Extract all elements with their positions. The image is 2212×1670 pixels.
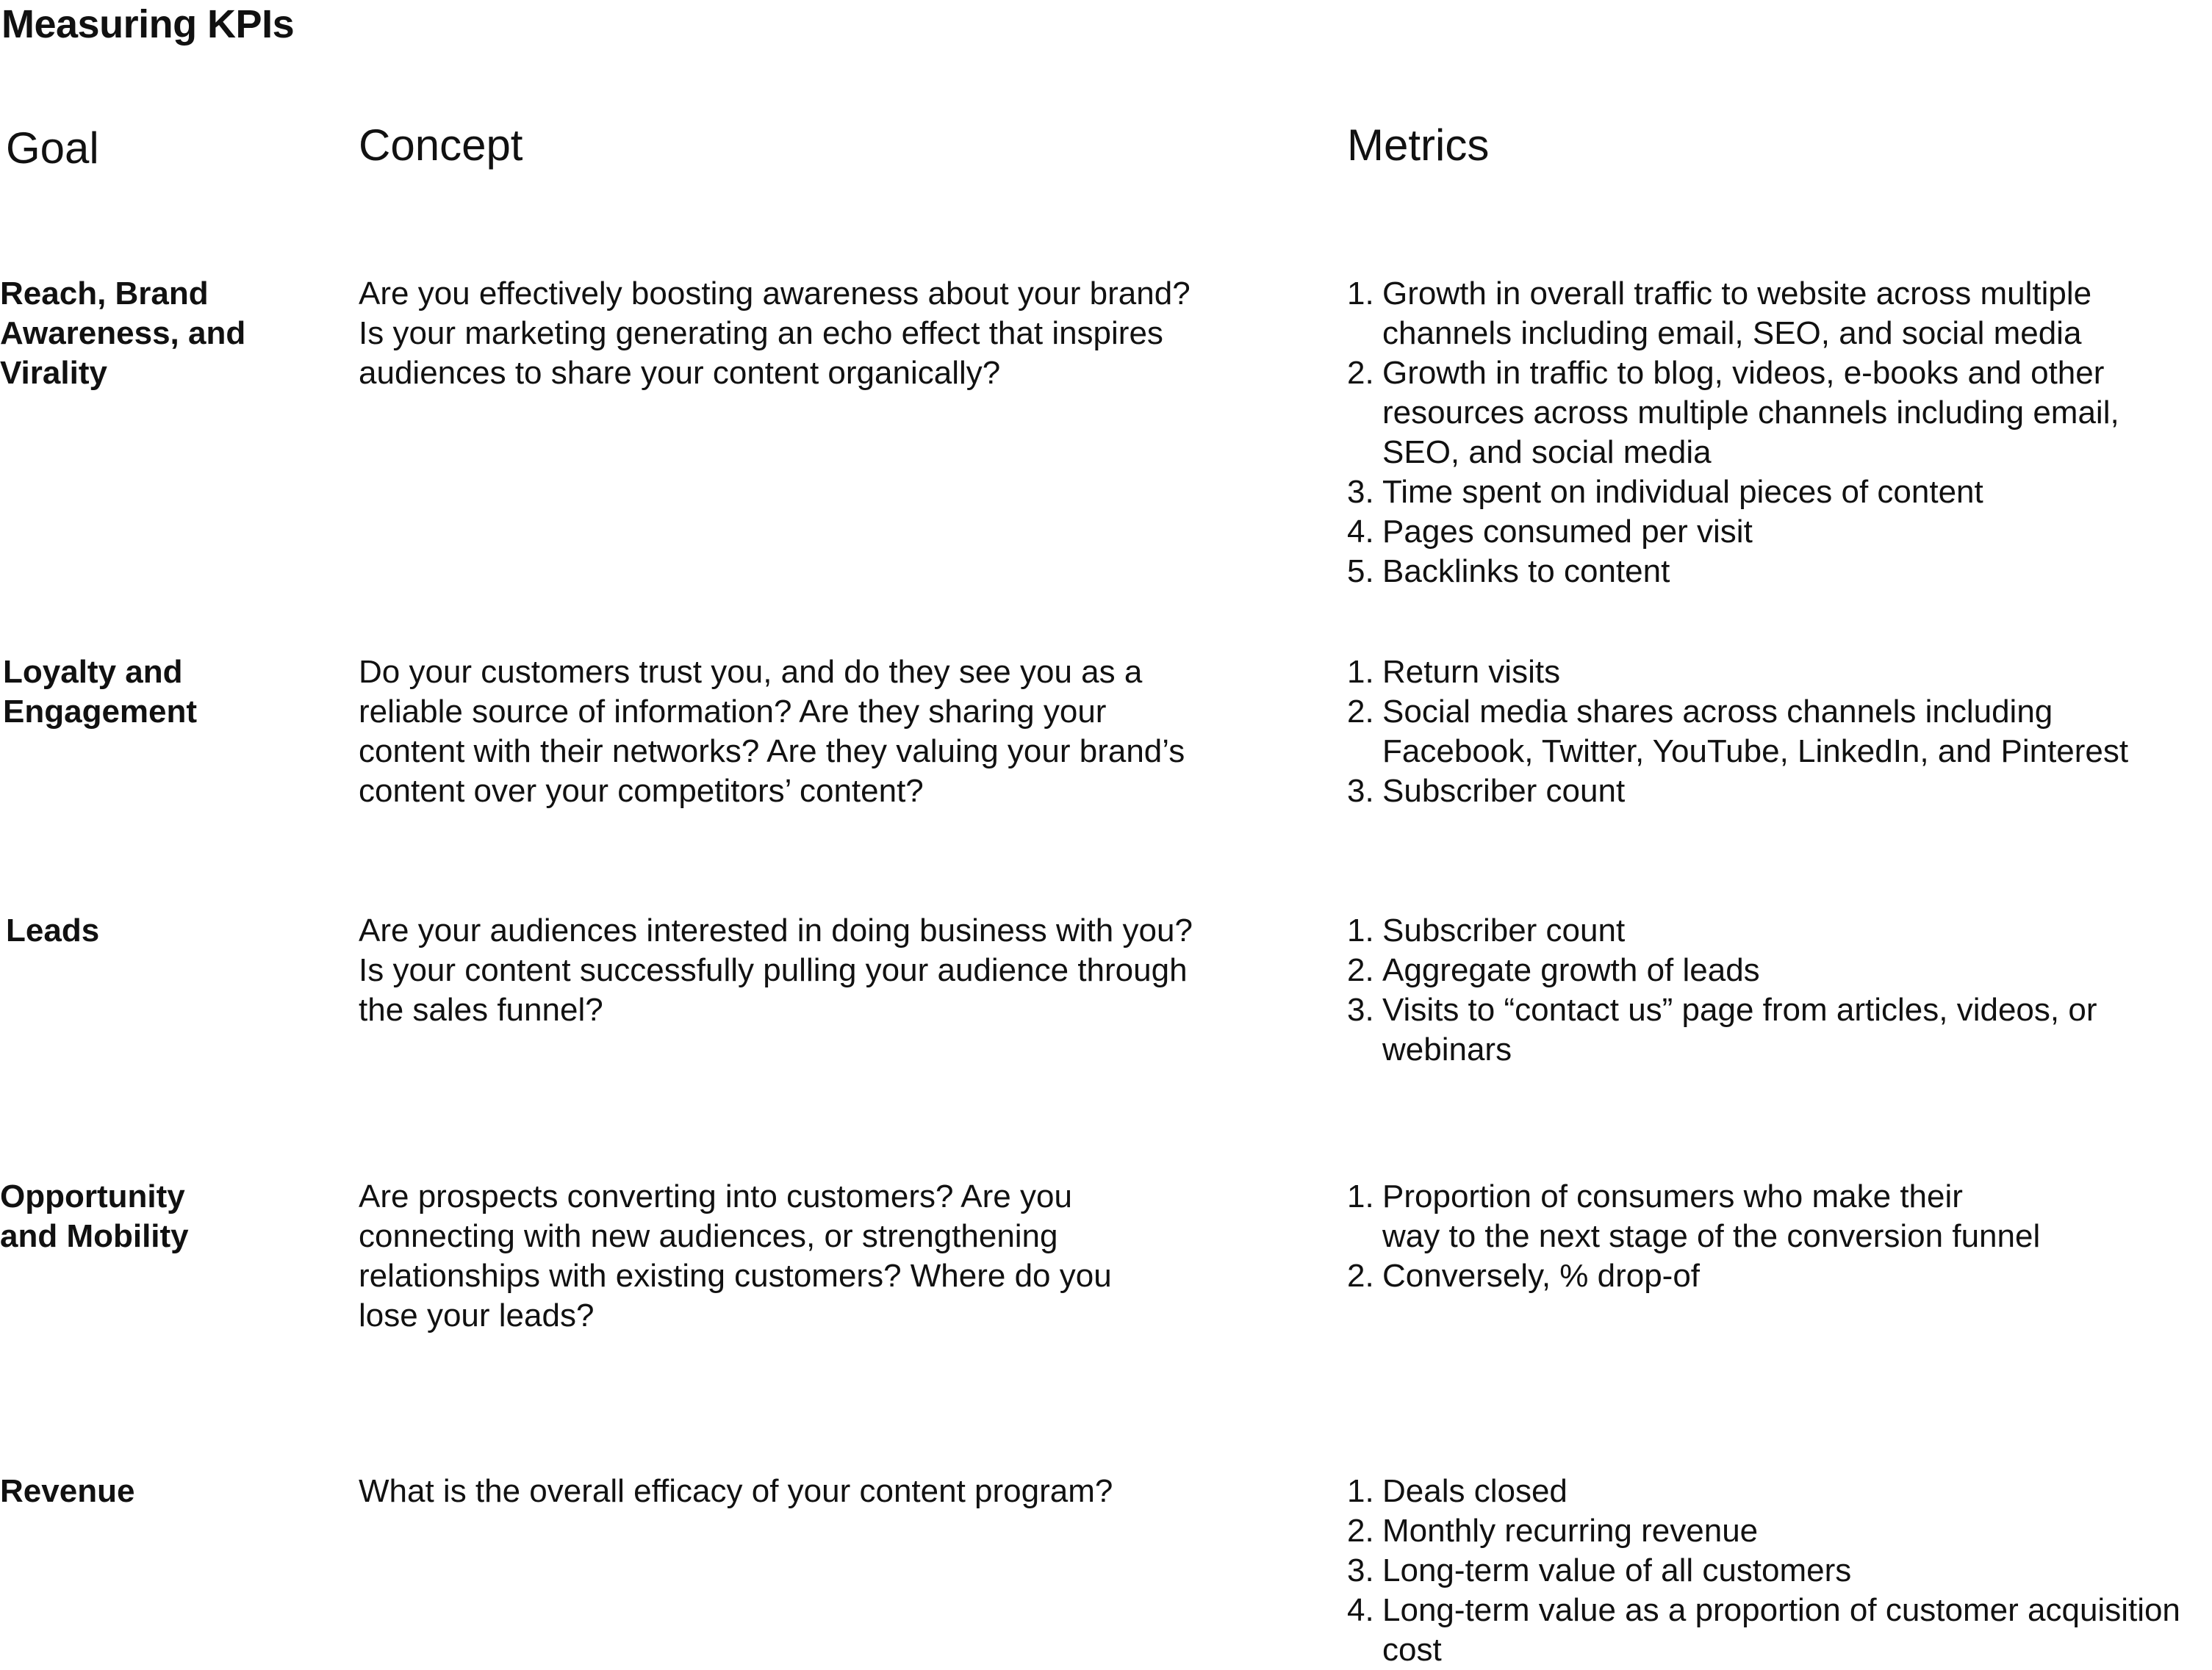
concept-cell xyxy=(359,274,1336,393)
metric-item xyxy=(1347,472,2211,512)
metric-number: 2. xyxy=(1347,355,1374,391)
concept-line: relationships with existing customers? Where do you xyxy=(359,1258,1112,1294)
metrics-list xyxy=(1347,652,2211,811)
metric-line: Facebook, Twitter, YouTube, LinkedIn, and Pinterest xyxy=(1382,733,2129,769)
metric-line: Return visits xyxy=(1382,654,1561,690)
metric-line: Backlinks to content xyxy=(1382,553,1670,589)
metric-number: 1. xyxy=(1347,1473,1374,1509)
metric-number: 3. xyxy=(1347,992,1374,1028)
metric-number: 2. xyxy=(1347,694,1374,730)
metric-line: Conversely, % drop-of xyxy=(1382,1258,1701,1294)
metric-line: Monthly recurring revenue xyxy=(1382,1513,1759,1549)
metric-number: 2. xyxy=(1347,1258,1374,1294)
metric-line: cost xyxy=(1382,1632,1442,1668)
concept-line: the sales funnel? xyxy=(359,992,603,1028)
metric-item xyxy=(1347,692,2211,771)
metric-number: 1. xyxy=(1347,913,1374,949)
metric-number: 1. xyxy=(1347,1178,1374,1214)
metric-item xyxy=(1347,1591,2211,1670)
concept-line: audiences to share your content organically? xyxy=(359,355,1001,391)
concept-line: Is your content successfully pulling your audience through xyxy=(359,952,1188,988)
metric-item xyxy=(1347,1511,2211,1551)
goal-cell xyxy=(3,652,326,732)
metrics-list xyxy=(1347,274,2211,591)
metric-line: Pages consumed per visit xyxy=(1382,514,1753,550)
metric-line: Time spent on individual pieces of content xyxy=(1382,474,1983,510)
page-title: Measuring KPIs xyxy=(1,2,295,46)
goal-cell xyxy=(0,274,323,393)
metric-item xyxy=(1347,652,2211,692)
column-header-goal: Goal xyxy=(6,123,99,173)
goal-line: Reach, Brand xyxy=(0,276,209,312)
concept-cell xyxy=(359,911,1336,1030)
goal-line: and Mobility xyxy=(0,1218,189,1254)
metric-item xyxy=(1347,274,2211,353)
metric-line: way to the next stage of the conversion funnel xyxy=(1382,1218,2041,1254)
metric-number: 2. xyxy=(1347,1513,1374,1549)
concept-line: content over your competitors’ content? xyxy=(359,773,924,809)
metric-item xyxy=(1347,1551,2211,1591)
concept-line: Are your audiences interested in doing business with you? xyxy=(359,913,1193,949)
concept-line: content with their networks? Are they valuing your brand’s xyxy=(359,733,1185,769)
metric-line: Aggregate growth of leads xyxy=(1382,952,1760,988)
metric-item xyxy=(1347,771,2211,811)
metric-line: Visits to “contact us” page from articles, videos, or xyxy=(1382,992,2097,1028)
concept-line: What is the overall efficacy of your content program? xyxy=(359,1473,1113,1509)
metric-line: SEO, and social media xyxy=(1382,434,1712,470)
metric-line: webinars xyxy=(1382,1032,1512,1068)
goal-line: Opportunity xyxy=(0,1178,185,1214)
metric-number: 1. xyxy=(1347,654,1374,690)
goal-line: Awareness, and xyxy=(0,315,246,351)
concept-line: Is your marketing generating an echo effect that inspires xyxy=(359,315,1163,351)
concept-cell xyxy=(359,1177,1336,1336)
metric-line: Long-term value as a proportion of customer acquisition xyxy=(1382,1592,2180,1628)
metric-item xyxy=(1347,353,2211,472)
metric-item xyxy=(1347,552,2211,591)
metric-number: 2. xyxy=(1347,952,1374,988)
metric-line: Growth in traffic to blog, videos, e-books and other xyxy=(1382,355,2105,391)
metric-line: Subscriber count xyxy=(1382,773,1626,809)
metric-number: 3. xyxy=(1347,1552,1374,1588)
goal-line: Loyalty and xyxy=(3,654,183,690)
metric-line: Social media shares across channels including xyxy=(1382,694,2053,730)
concept-line: connecting with new audiences, or strengthening xyxy=(359,1218,1058,1254)
metric-item xyxy=(1347,951,2211,990)
metric-line: resources across multiple channels including email, xyxy=(1382,395,2119,431)
metric-line: Proportion of consumers who make their xyxy=(1382,1178,1963,1214)
metric-item xyxy=(1347,990,2211,1070)
concept-line: Are you effectively boosting awareness about your brand? xyxy=(359,276,1191,312)
goal-cell xyxy=(0,1472,323,1511)
goal-line: Virality xyxy=(0,355,107,391)
column-header-metrics: Metrics xyxy=(1347,120,1490,170)
metric-number: 5. xyxy=(1347,553,1374,589)
metric-item xyxy=(1347,1256,2211,1296)
concept-cell xyxy=(359,652,1336,811)
metric-line: Growth in overall traffic to website across multiple xyxy=(1382,276,2092,312)
concept-cell xyxy=(359,1472,1336,1511)
concept-line: reliable source of information? Are they sharing your xyxy=(359,694,1107,730)
metric-number: 3. xyxy=(1347,773,1374,809)
goal-line: Revenue xyxy=(0,1473,135,1509)
concept-line: Do your customers trust you, and do they see you as a xyxy=(359,654,1143,690)
metrics-list xyxy=(1347,1472,2211,1670)
goal-line: Leads xyxy=(6,913,100,949)
concept-line: lose your leads? xyxy=(359,1298,595,1334)
metric-line: Long-term value of all customers xyxy=(1382,1552,1852,1588)
goal-line: Engagement xyxy=(3,694,198,730)
metric-item xyxy=(1347,911,2211,951)
metric-line: Deals closed xyxy=(1382,1473,1568,1509)
goal-cell xyxy=(6,911,329,951)
goal-cell xyxy=(0,1177,323,1256)
column-header-concept: Concept xyxy=(359,120,523,170)
metric-item xyxy=(1347,1472,2211,1511)
metric-line: channels including email, SEO, and social media xyxy=(1382,315,2082,351)
metric-line: Subscriber count xyxy=(1382,913,1626,949)
metric-number: 4. xyxy=(1347,1592,1374,1628)
metric-number: 4. xyxy=(1347,514,1374,550)
metric-number: 1. xyxy=(1347,276,1374,312)
metric-item xyxy=(1347,1177,2211,1256)
metric-item xyxy=(1347,512,2211,552)
concept-line: Are prospects converting into customers? Are you xyxy=(359,1178,1072,1214)
metrics-list xyxy=(1347,1177,2211,1296)
metric-number: 3. xyxy=(1347,474,1374,510)
metrics-list xyxy=(1347,911,2211,1070)
